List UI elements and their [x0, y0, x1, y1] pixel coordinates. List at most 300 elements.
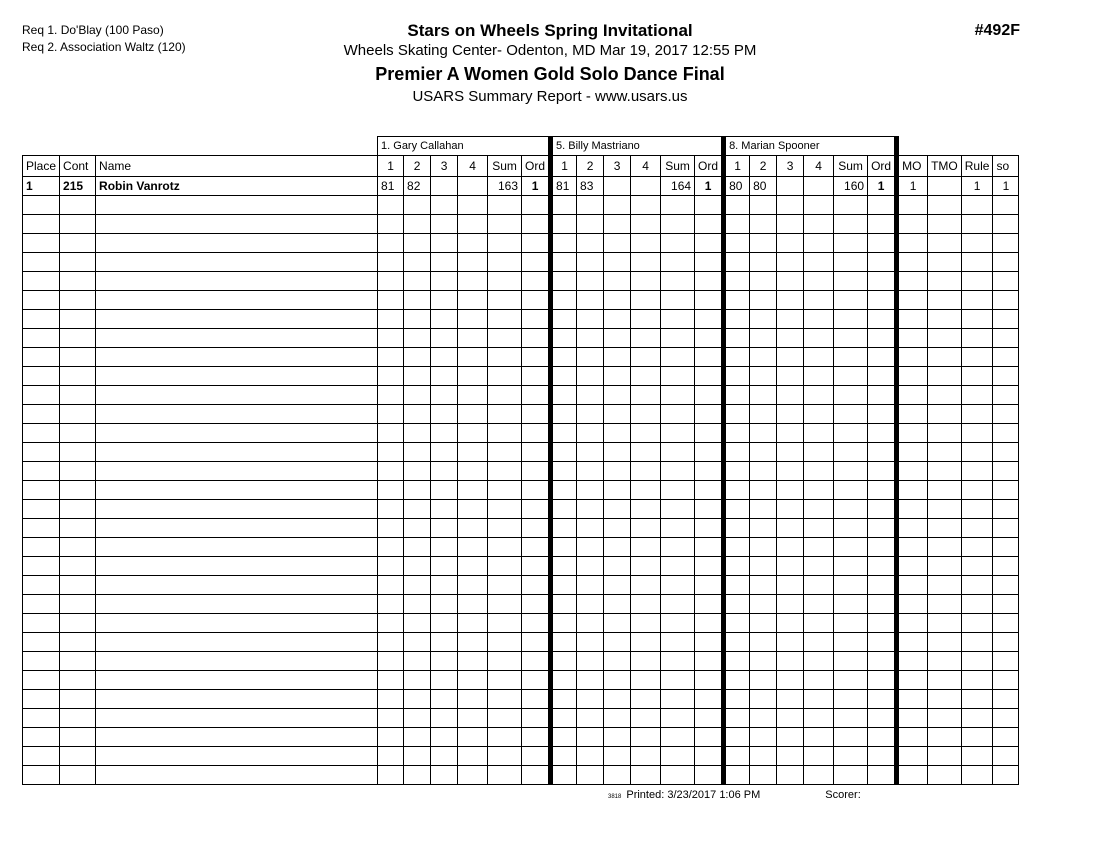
empty-cell: [488, 443, 522, 462]
empty-cell: [695, 652, 724, 671]
empty-cell: [378, 576, 404, 595]
empty-cell: [724, 196, 750, 215]
empty-cell: [777, 253, 804, 272]
col-header-judge2-1: 1: [551, 156, 577, 177]
empty-cell: [404, 253, 431, 272]
empty-cell: [631, 652, 661, 671]
empty-cell: [928, 614, 962, 633]
empty-cell: [404, 405, 431, 424]
empty-cell: [961, 367, 993, 386]
empty-cell: [488, 386, 522, 405]
empty-cell: [577, 652, 604, 671]
empty-cell: [661, 614, 695, 633]
empty-cell: [404, 766, 431, 785]
table-row: [23, 747, 1019, 766]
judge3-sum-cell: 160: [834, 177, 868, 196]
empty-cell: [897, 728, 928, 747]
empty-cell: [60, 576, 96, 595]
empty-cell: [458, 500, 488, 519]
empty-cell: [868, 348, 897, 367]
empty-cell: [724, 747, 750, 766]
empty-cell: [458, 614, 488, 633]
empty-cell: [777, 709, 804, 728]
empty-cell: [431, 481, 458, 500]
empty-cell: [777, 405, 804, 424]
empty-cell: [23, 481, 60, 500]
empty-cell: [993, 633, 1019, 652]
empty-cell: [604, 709, 631, 728]
empty-cell: [604, 310, 631, 329]
empty-cell: [661, 766, 695, 785]
empty-cell: [804, 215, 834, 234]
score-table: [22, 136, 1019, 785]
empty-cell: [378, 310, 404, 329]
empty-cell: [488, 728, 522, 747]
col-header-judge3-1: 1: [724, 156, 750, 177]
empty-cell: [897, 747, 928, 766]
col-header-judge1-1: 1: [378, 156, 404, 177]
empty-cell: [804, 367, 834, 386]
empty-cell: [724, 443, 750, 462]
empty-cell: [96, 424, 378, 443]
empty-cell: [431, 234, 458, 253]
empty-cell: [23, 424, 60, 443]
empty-cell: [928, 291, 962, 310]
empty-cell: [834, 519, 868, 538]
empty-cell: [961, 576, 993, 595]
empty-cell: [458, 709, 488, 728]
empty-cell: [631, 310, 661, 329]
empty-cell: [551, 633, 577, 652]
empty-cell: [96, 595, 378, 614]
empty-cell: [695, 690, 724, 709]
empty-cell: [804, 671, 834, 690]
empty-cell: [868, 690, 897, 709]
empty-cell: [993, 557, 1019, 576]
empty-cell: [661, 557, 695, 576]
empty-cell: [961, 728, 993, 747]
empty-cell: [724, 709, 750, 728]
empty-cell: [928, 329, 962, 348]
empty-cell: [834, 386, 868, 405]
empty-cell: [378, 196, 404, 215]
empty-cell: [431, 614, 458, 633]
empty-cell: [378, 272, 404, 291]
empty-cell: [60, 329, 96, 348]
empty-cell: [777, 519, 804, 538]
empty-cell: [961, 329, 993, 348]
empty-cell: [631, 538, 661, 557]
judge1-score-cell: [431, 177, 458, 196]
empty-cell: [961, 234, 993, 253]
col-header-judge1-ord: Ord: [522, 156, 551, 177]
empty-cell: [695, 405, 724, 424]
table-row: [23, 177, 1019, 196]
empty-cell: [993, 671, 1019, 690]
empty-cell: [551, 595, 577, 614]
empty-cell: [631, 234, 661, 253]
table-row: [23, 671, 1019, 690]
judge3-score-cell: [804, 177, 834, 196]
judge2-score-cell: [604, 177, 631, 196]
empty-cell: [522, 595, 551, 614]
empty-cell: [804, 576, 834, 595]
col-header-judge3-2: 2: [750, 156, 777, 177]
empty-cell: [661, 348, 695, 367]
empty-cell: [631, 481, 661, 500]
empty-cell: [834, 443, 868, 462]
empty-cell: [928, 405, 962, 424]
empty-cell: [777, 386, 804, 405]
empty-cell: [993, 614, 1019, 633]
empty-cell: [961, 310, 993, 329]
empty-cell: [23, 519, 60, 538]
empty-cell: [431, 500, 458, 519]
empty-cell: [522, 234, 551, 253]
empty-cell: [868, 234, 897, 253]
empty-cell: [804, 481, 834, 500]
empty-cell: [993, 595, 1019, 614]
empty-cell: [897, 595, 928, 614]
judge1-score-cell: 82: [404, 177, 431, 196]
empty-cell: [60, 690, 96, 709]
empty-cell: [834, 367, 868, 386]
empty-cell: [961, 538, 993, 557]
empty-cell: [777, 595, 804, 614]
table-row: [23, 196, 1019, 215]
empty-cell: [488, 747, 522, 766]
empty-cell: [993, 481, 1019, 500]
empty-cell: [777, 538, 804, 557]
empty-cell: [695, 481, 724, 500]
judge-row-spacer-right: [897, 137, 1019, 156]
col-header-judge3-sum: Sum: [834, 156, 868, 177]
empty-cell: [404, 728, 431, 747]
empty-cell: [577, 709, 604, 728]
empty-cell: [488, 576, 522, 595]
empty-cell: [551, 443, 577, 462]
empty-cell: [834, 481, 868, 500]
empty-cell: [431, 538, 458, 557]
empty-cell: [695, 443, 724, 462]
empty-cell: [804, 652, 834, 671]
empty-cell: [834, 614, 868, 633]
empty-cell: [750, 500, 777, 519]
empty-cell: [804, 386, 834, 405]
empty-cell: [777, 557, 804, 576]
table-row: [23, 215, 1019, 234]
empty-cell: [928, 557, 962, 576]
empty-cell: [431, 424, 458, 443]
empty-cell: [60, 519, 96, 538]
empty-cell: [928, 519, 962, 538]
empty-cell: [551, 272, 577, 291]
empty-cell: [928, 538, 962, 557]
empty-cell: [928, 709, 962, 728]
empty-cell: [804, 329, 834, 348]
judge1-score-cell: [458, 177, 488, 196]
venue-line: Wheels Skating Center- Odenton, MD Mar 19, 2017 12:55 PM: [343, 42, 757, 59]
empty-cell: [834, 234, 868, 253]
empty-cell: [23, 291, 60, 310]
empty-cell: [834, 538, 868, 557]
empty-cell: [631, 614, 661, 633]
empty-cell: [96, 234, 378, 253]
empty-cell: [804, 557, 834, 576]
scorer-label: Scorer:: [825, 789, 861, 801]
empty-cell: [993, 728, 1019, 747]
empty-cell: [60, 766, 96, 785]
event-title: Premier A Women Gold Solo Dance Final: [375, 64, 725, 84]
empty-cell: [522, 519, 551, 538]
empty-cell: [604, 405, 631, 424]
empty-cell: [60, 614, 96, 633]
empty-cell: [378, 766, 404, 785]
empty-cell: [631, 215, 661, 234]
empty-cell: [604, 519, 631, 538]
empty-cell: [661, 481, 695, 500]
empty-cell: [431, 633, 458, 652]
empty-cell: [23, 234, 60, 253]
empty-cell: [724, 728, 750, 747]
judge2-score-cell: 83: [577, 177, 604, 196]
empty-cell: [604, 329, 631, 348]
empty-cell: [993, 196, 1019, 215]
empty-cell: [458, 538, 488, 557]
empty-cell: [868, 709, 897, 728]
empty-cell: [993, 709, 1019, 728]
empty-cell: [961, 462, 993, 481]
empty-cell: [488, 519, 522, 538]
empty-cell: [897, 633, 928, 652]
col-header-so: so: [993, 156, 1019, 177]
empty-cell: [834, 557, 868, 576]
empty-cell: [404, 614, 431, 633]
empty-cell: [928, 386, 962, 405]
empty-cell: [551, 215, 577, 234]
empty-cell: [60, 253, 96, 272]
empty-cell: [488, 500, 522, 519]
judge-header-3: 8. Marian Spooner: [724, 137, 897, 156]
empty-cell: [577, 595, 604, 614]
empty-cell: [577, 557, 604, 576]
empty-cell: [928, 215, 962, 234]
empty-cell: [724, 234, 750, 253]
empty-cell: [577, 234, 604, 253]
empty-cell: [868, 272, 897, 291]
empty-cell: [750, 215, 777, 234]
empty-cell: [604, 766, 631, 785]
empty-cell: [522, 367, 551, 386]
empty-cell: [488, 690, 522, 709]
empty-cell: [724, 462, 750, 481]
empty-cell: [378, 386, 404, 405]
empty-cell: [23, 747, 60, 766]
empty-cell: [577, 766, 604, 785]
empty-cell: [993, 500, 1019, 519]
empty-cell: [577, 462, 604, 481]
empty-cell: [577, 367, 604, 386]
judge-header-2: 5. Billy Mastriano: [551, 137, 724, 156]
empty-cell: [551, 405, 577, 424]
empty-cell: [631, 348, 661, 367]
empty-cell: [631, 272, 661, 291]
empty-cell: [750, 614, 777, 633]
empty-cell: [431, 272, 458, 291]
column-header-row: [23, 156, 1019, 177]
judge-row-spacer-left: [23, 137, 378, 156]
empty-cell: [577, 348, 604, 367]
empty-cell: [777, 652, 804, 671]
empty-cell: [834, 766, 868, 785]
empty-cell: [961, 614, 993, 633]
table-row: [23, 291, 1019, 310]
empty-cell: [577, 310, 604, 329]
empty-cell: [551, 538, 577, 557]
empty-cell: [804, 709, 834, 728]
empty-cell: [577, 196, 604, 215]
mo-cell: 1: [897, 177, 928, 196]
empty-cell: [777, 367, 804, 386]
empty-cell: [961, 500, 993, 519]
col-header-cont: Cont: [60, 156, 96, 177]
empty-cell: [404, 424, 431, 443]
empty-cell: [458, 348, 488, 367]
empty-cell: [96, 671, 378, 690]
empty-cell: [868, 614, 897, 633]
empty-cell: [488, 291, 522, 310]
empty-cell: [488, 272, 522, 291]
empty-cell: [60, 747, 96, 766]
empty-cell: [458, 329, 488, 348]
empty-cell: [604, 443, 631, 462]
empty-cell: [604, 234, 631, 253]
empty-cell: [458, 234, 488, 253]
empty-cell: [928, 652, 962, 671]
empty-cell: [804, 633, 834, 652]
empty-cell: [834, 690, 868, 709]
empty-cell: [897, 614, 928, 633]
empty-cell: [488, 367, 522, 386]
empty-cell: [458, 519, 488, 538]
empty-cell: [724, 671, 750, 690]
empty-cell: [834, 576, 868, 595]
empty-cell: [60, 348, 96, 367]
empty-cell: [431, 690, 458, 709]
empty-cell: [897, 481, 928, 500]
empty-cell: [804, 462, 834, 481]
empty-cell: [488, 557, 522, 576]
empty-cell: [404, 747, 431, 766]
col-header-name: Name: [96, 156, 378, 177]
judge1-score-cell: 81: [378, 177, 404, 196]
empty-cell: [96, 386, 378, 405]
empty-cell: [604, 291, 631, 310]
empty-cell: [777, 500, 804, 519]
empty-cell: [604, 652, 631, 671]
empty-cell: [661, 386, 695, 405]
empty-cell: [804, 614, 834, 633]
empty-cell: [60, 215, 96, 234]
empty-cell: [60, 272, 96, 291]
judge3-score-cell: 80: [750, 177, 777, 196]
empty-cell: [897, 538, 928, 557]
empty-cell: [695, 709, 724, 728]
empty-cell: [804, 690, 834, 709]
empty-cell: [431, 196, 458, 215]
empty-cell: [604, 348, 631, 367]
empty-cell: [661, 690, 695, 709]
empty-cell: [868, 215, 897, 234]
empty-cell: [431, 728, 458, 747]
empty-cell: [661, 424, 695, 443]
empty-cell: [404, 709, 431, 728]
empty-cell: [928, 367, 962, 386]
empty-cell: [404, 291, 431, 310]
empty-cell: [724, 405, 750, 424]
empty-cell: [96, 272, 378, 291]
empty-cell: [724, 557, 750, 576]
col-header-judge2-3: 3: [604, 156, 631, 177]
empty-cell: [551, 747, 577, 766]
judge-name-row: [23, 137, 1019, 156]
empty-cell: [96, 253, 378, 272]
empty-cell: [522, 310, 551, 329]
empty-cell: [23, 386, 60, 405]
empty-cell: [378, 652, 404, 671]
empty-cell: [750, 766, 777, 785]
empty-cell: [993, 310, 1019, 329]
empty-cell: [522, 291, 551, 310]
empty-cell: [724, 500, 750, 519]
judge3-ord-cell: 1: [868, 177, 897, 196]
empty-cell: [577, 272, 604, 291]
empty-cell: [604, 424, 631, 443]
empty-cell: [724, 690, 750, 709]
empty-cell: [868, 481, 897, 500]
empty-cell: [604, 595, 631, 614]
empty-cell: [695, 215, 724, 234]
empty-cell: [404, 234, 431, 253]
empty-cell: [378, 519, 404, 538]
judge1-ord-cell: 1: [522, 177, 551, 196]
empty-cell: [993, 348, 1019, 367]
empty-cell: [522, 500, 551, 519]
empty-cell: [750, 595, 777, 614]
empty-cell: [777, 215, 804, 234]
empty-cell: [378, 538, 404, 557]
empty-cell: [695, 367, 724, 386]
empty-cell: [897, 386, 928, 405]
table-row: [23, 652, 1019, 671]
empty-cell: [551, 766, 577, 785]
req-2: Req 2. Association Waltz (120): [22, 40, 186, 54]
empty-cell: [868, 766, 897, 785]
empty-cell: [60, 405, 96, 424]
empty-cell: [378, 367, 404, 386]
empty-cell: [604, 538, 631, 557]
empty-cell: [458, 405, 488, 424]
empty-cell: [993, 272, 1019, 291]
empty-cell: [96, 443, 378, 462]
place-cell: 1: [23, 177, 60, 196]
empty-cell: [23, 253, 60, 272]
empty-cell: [431, 576, 458, 595]
empty-cell: [458, 747, 488, 766]
table-row: [23, 709, 1019, 728]
empty-cell: [804, 538, 834, 557]
empty-cell: [378, 595, 404, 614]
